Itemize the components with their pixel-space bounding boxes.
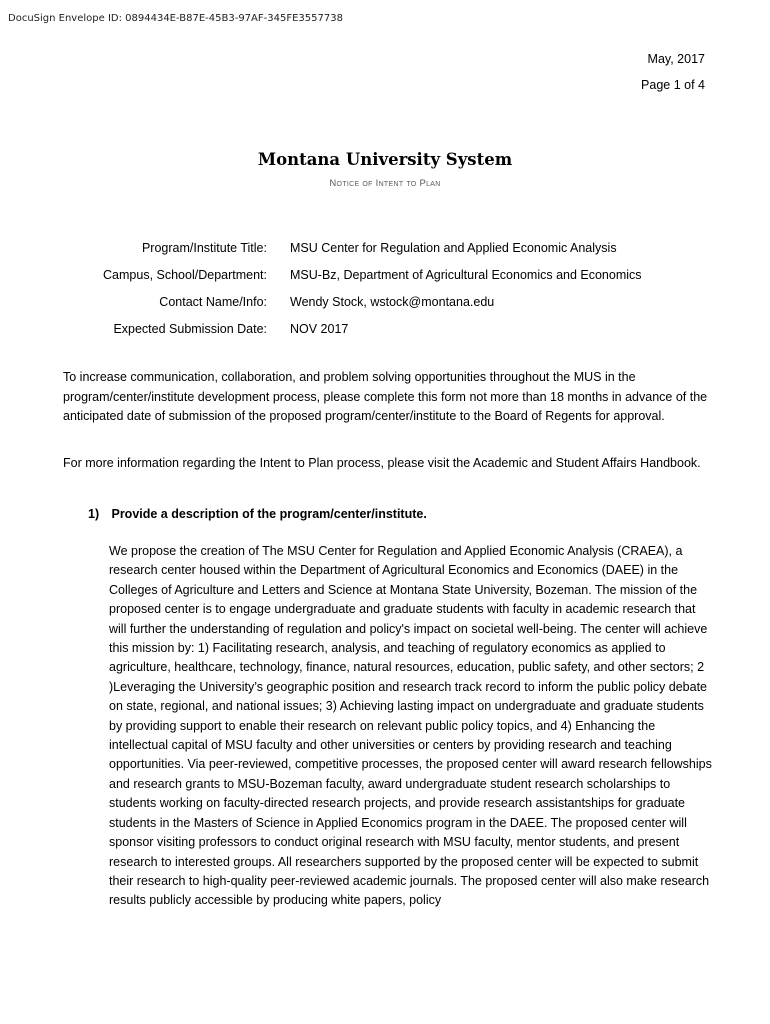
document-title: Montana University System [257, 150, 513, 169]
info-row-program-title [0, 241, 770, 259]
question-number: 1) [88, 507, 100, 521]
info-label: Expected Submission Date: [113, 322, 267, 336]
info-value: MSU Center for Regulation and Applied Economic Analysis [290, 241, 617, 255]
info-label: Campus, School/Department: [103, 268, 267, 282]
info-value: Wendy Stock, wstock@montana.edu [290, 295, 495, 309]
info-label: Program/Institute Title: [141, 241, 267, 255]
docusign-envelope-id: DocuSign Envelope ID: 0894434E-B87E-45B3-97AF-345FE3557738 [8, 13, 343, 24]
handbook-paragraph: For more information regarding the Intent to Plan process, please visit the Academic and Student Affairs Handbook. [63, 456, 701, 470]
question-heading [88, 507, 427, 521]
info-row-submission-date [0, 322, 770, 340]
info-row-campus [0, 268, 770, 286]
intro-paragraph: To increase communication, collaboration, and problem solving opportunities throughout the MUS in the program/center/institute development process, please complete this form not more than 18 months in advance of the anticipated date of submission of the proposed program/center/institute to the Board of Regents for approval. [63, 370, 708, 423]
info-value: MSU-Bz, Department of Agricultural Economics and Economics [290, 268, 642, 282]
info-row-contact [0, 295, 770, 313]
document-date: May, 2017 [647, 52, 705, 66]
page-header [641, 46, 705, 98]
info-value: NOV 2017 [290, 322, 349, 336]
question-text: Provide a description of the program/center/institute. [111, 507, 427, 521]
answer-paragraph: We propose the creation of The MSU Center for Regulation and Applied Economic Analysis (CRAEA), a research center housed within the Department of Agricultural Economics and Economics (DAEE) in the Colleges of Agriculture and Letters and Science at Montana State University, Bozeman. The mission of the proposed center is to engage undergraduate and graduate students with faculty in academic research that will further the understanding of regulation and policy's impact on societal well-being. The center will achieve this mission by: 1) Facilitating research, analysis, and teaching of regulatory economics as applied to agriculture, healthcare, technology, finance, natural resources, education, public safety, and other sectors; 2 )Leveraging the University’s geographic position and research track record to inform the public policy debate on state, regional, and national issues; 3) Achieving lasting impact on undergraduate and graduate students by providing support to enable their research on relevant public policy topics, and 4) Enhancing the intellectual capital of MSU faculty and other universities or centers by providing research and teaching opportunities. Via peer-reviewed, competitive processes, the proposed center will award research fellowships and research grants to MSU-Bozeman faculty, award undergraduate student research scholarships to students working on faculty-directed research projects, and provide research assistantships for graduate students in the Masters of Science in Applied Economics program in the DAEE. The proposed center will sponsor visiting professors to conduct original research with MSU faculty, mentor students, and present research to interested groups. All researchers supported by the proposed center will be expected to submit their research to high-quality peer-reviewed academic journals. The proposed center will also make research results publicly accessible by producing white papers, policy [109, 544, 712, 908]
info-label: Contact Name/Info: [159, 295, 267, 309]
document-subtitle: Notice of Intent to Plan [329, 178, 441, 189]
page-number: Page 1 of 4 [641, 78, 705, 92]
